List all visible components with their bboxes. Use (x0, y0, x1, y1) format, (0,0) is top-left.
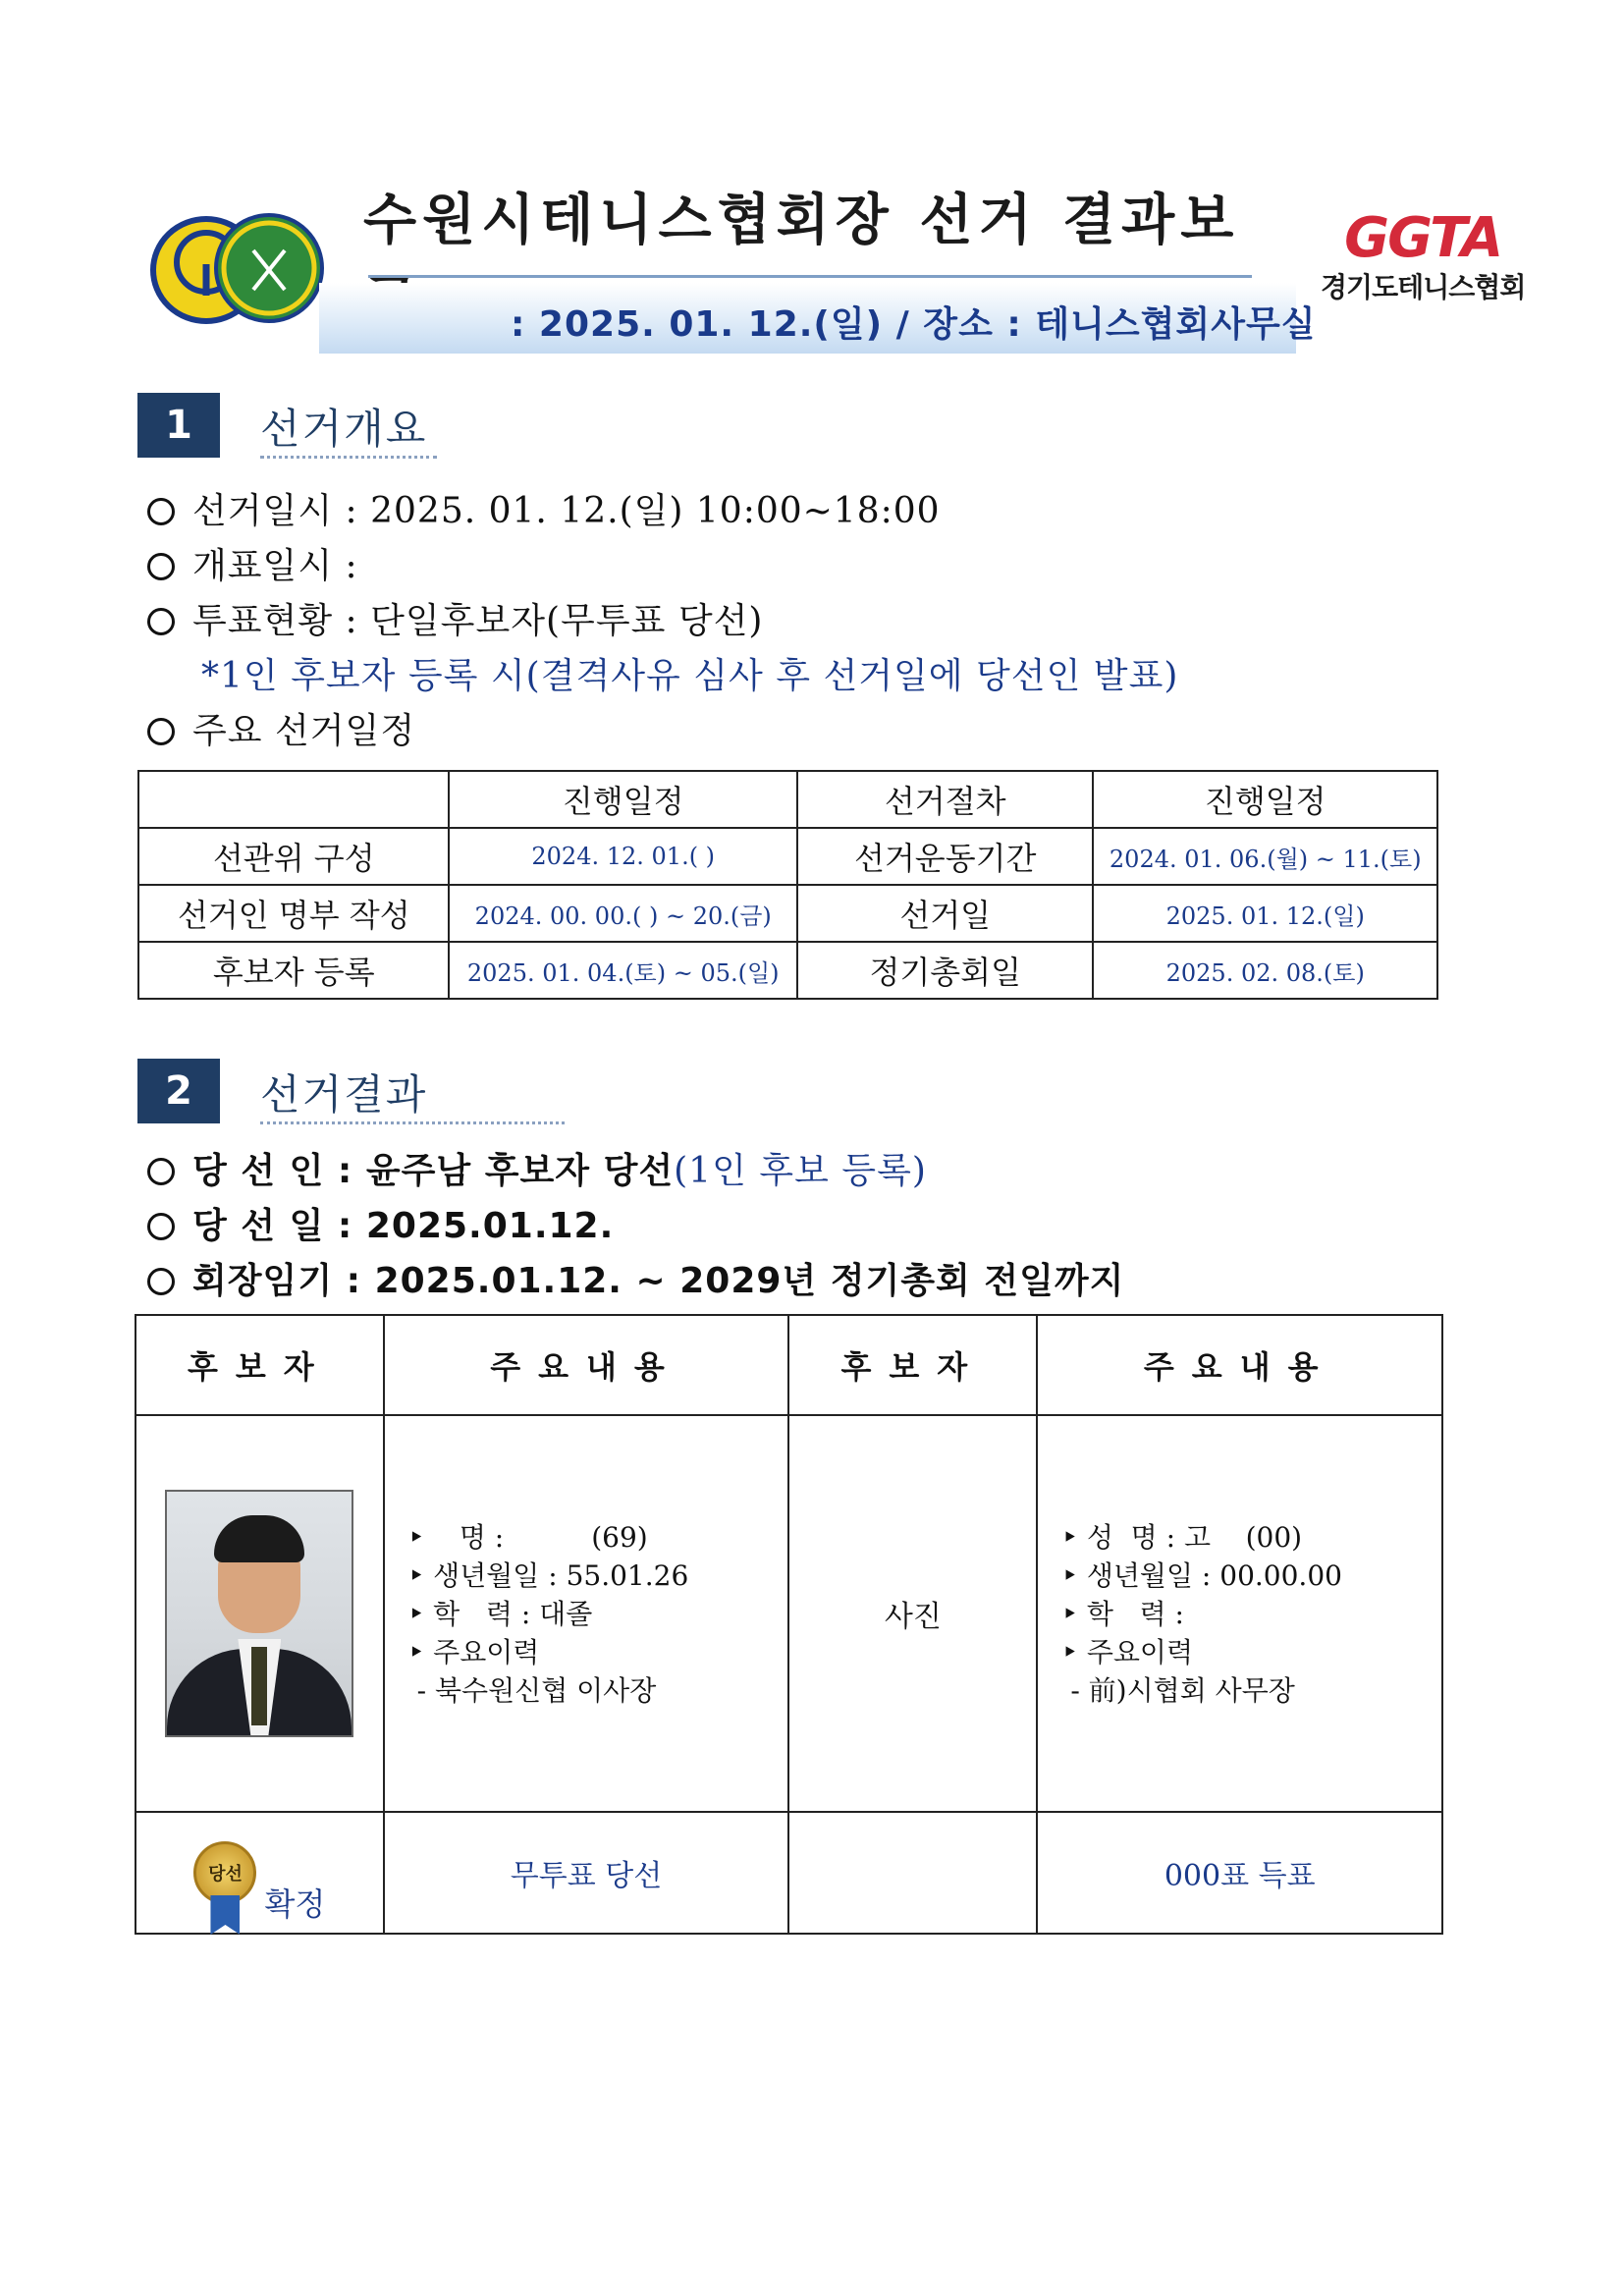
table-cell: 2024. 00. 00.( ) ~ 20.(금) (449, 885, 796, 942)
table-header-cell: 선거절차 (797, 771, 1094, 828)
table-header-cell (138, 771, 449, 828)
candidate-2-info (1037, 1415, 1442, 1812)
bullet-circle-icon (147, 1213, 175, 1240)
section-1-title: 선거개요 (260, 405, 428, 453)
table-row (138, 885, 1437, 942)
table-row (135, 1812, 1442, 1934)
title-divider (368, 275, 1252, 278)
bullet-circle-icon (147, 608, 175, 635)
table-header-cell: 후보자 (788, 1315, 1037, 1415)
suwon-tennis-logo (147, 211, 324, 333)
candidate-1-info (384, 1415, 789, 1812)
table-header-cell: 진행일정 (449, 771, 796, 828)
candidate-1-photo-cell (135, 1415, 384, 1812)
bullet-circle-icon (147, 1268, 175, 1295)
subtitle: : 2025. 01. 12.(일) / 장소 : 테니스협회사무실 (511, 304, 1317, 345)
schedule-table (137, 770, 1438, 1000)
table-header-cell: 후보자 (135, 1315, 384, 1415)
table-cell: 2024. 12. 01.( ) (449, 828, 796, 885)
bullet-elected-date: 당 선 일 : 2025.01.12. (147, 1198, 614, 1248)
table-header-cell: 주요내용 (384, 1315, 789, 1415)
table-cell: 2025. 02. 08.(토) (1093, 942, 1437, 999)
section-1-rule (260, 456, 437, 459)
table-header-cell: 진행일정 (1093, 771, 1437, 828)
note-single-candidate: *1인 후보자 등록 시(결격사유 심사 후 선거일에 당선인 발표) (201, 656, 1179, 696)
table-cell: 선거운동기간 (797, 828, 1094, 885)
bullet-circle-icon (147, 718, 175, 745)
section-2-number: 2 (137, 1059, 220, 1123)
bullet-count-datetime: 개표일시 : (147, 538, 358, 588)
ggta-logo (1321, 206, 1526, 305)
bullet-term: 회장임기 : 2025.01.12. ~ 2029년 정기총회 전일까지 (147, 1253, 1124, 1303)
table-cell: 2025. 01. 04.(토) ~ 05.(일) (449, 942, 796, 999)
table-row (135, 1415, 1442, 1812)
table-cell: 후보자 등록 (138, 942, 449, 999)
ggta-logo-mark: GGTA (1344, 206, 1502, 270)
result-2: 000표 득표 (1037, 1812, 1442, 1934)
section-2-rule (260, 1121, 565, 1124)
table-row (138, 828, 1437, 885)
table-header-row (138, 771, 1437, 828)
candidate-1-photo (165, 1490, 353, 1737)
candidate-2-photo-cell: 사진 (788, 1415, 1037, 1812)
info-line: ‣ 성 명 : 고 (00) (1061, 1520, 1303, 1554)
table-header-row (135, 1315, 1442, 1415)
empty-cell (788, 1812, 1037, 1934)
bullet-circle-icon (147, 498, 175, 525)
table-cell: 선관위 구성 (138, 828, 449, 885)
info-line: ‣ 학 력 : 대졸 (407, 1597, 593, 1630)
info-line: ‣ 생년월일 : 00.00.00 (1061, 1558, 1342, 1592)
ggta-logo-text: 경기도테니스협회 (1321, 271, 1526, 303)
bullet-schedule: 주요 선거일정 (147, 703, 415, 753)
section-1-number: 1 (137, 393, 220, 458)
table-cell: 선거인 명부 작성 (138, 885, 449, 942)
bullet-election-datetime: 선거일시 : 2025. 01. 12.(일) 10:00~18:00 (147, 483, 941, 533)
bullet-voting-status: 투표현황 : 단일후보자(무투표 당선) (147, 593, 763, 643)
table-cell: 정기총회일 (797, 942, 1094, 999)
section-2-title: 선거결과 (260, 1070, 428, 1119)
bullet-circle-icon (147, 553, 175, 580)
info-line: ‣ 생년월일 : 55.01.26 (407, 1558, 689, 1592)
result-table (135, 1314, 1443, 1935)
confirm-label: 확정 (264, 1886, 326, 1923)
info-line: ‣ 주요이력 (1061, 1635, 1194, 1668)
result-1: 무투표 당선 (384, 1812, 789, 1934)
table-row (138, 942, 1437, 999)
info-line: ‣ 명 : (69) (407, 1520, 648, 1554)
page-title: 수원시테니스협회장 선거 결과보 (363, 188, 1240, 252)
table-cell: 선거일 (797, 885, 1094, 942)
info-line: - 前)시협회 사무장 (1061, 1673, 1295, 1707)
bullet-winner: 당 선 인 : 윤주남 후보자 당선(1인 후보 등록) (147, 1143, 927, 1193)
confirm-cell (135, 1812, 384, 1934)
info-line: - 북수원신협 이사장 (407, 1673, 657, 1707)
table-cell: 2025. 01. 12.(일) (1093, 885, 1437, 942)
info-line: ‣ 학 력 : (1061, 1597, 1184, 1630)
info-line: ‣ 주요이력 (407, 1635, 540, 1668)
medal-icon: 당선 (193, 1841, 256, 1904)
bullet-circle-icon (147, 1158, 175, 1185)
table-header-cell: 주요내용 (1037, 1315, 1442, 1415)
table-cell: 2024. 01. 06.(월) ~ 11.(토) (1093, 828, 1437, 885)
